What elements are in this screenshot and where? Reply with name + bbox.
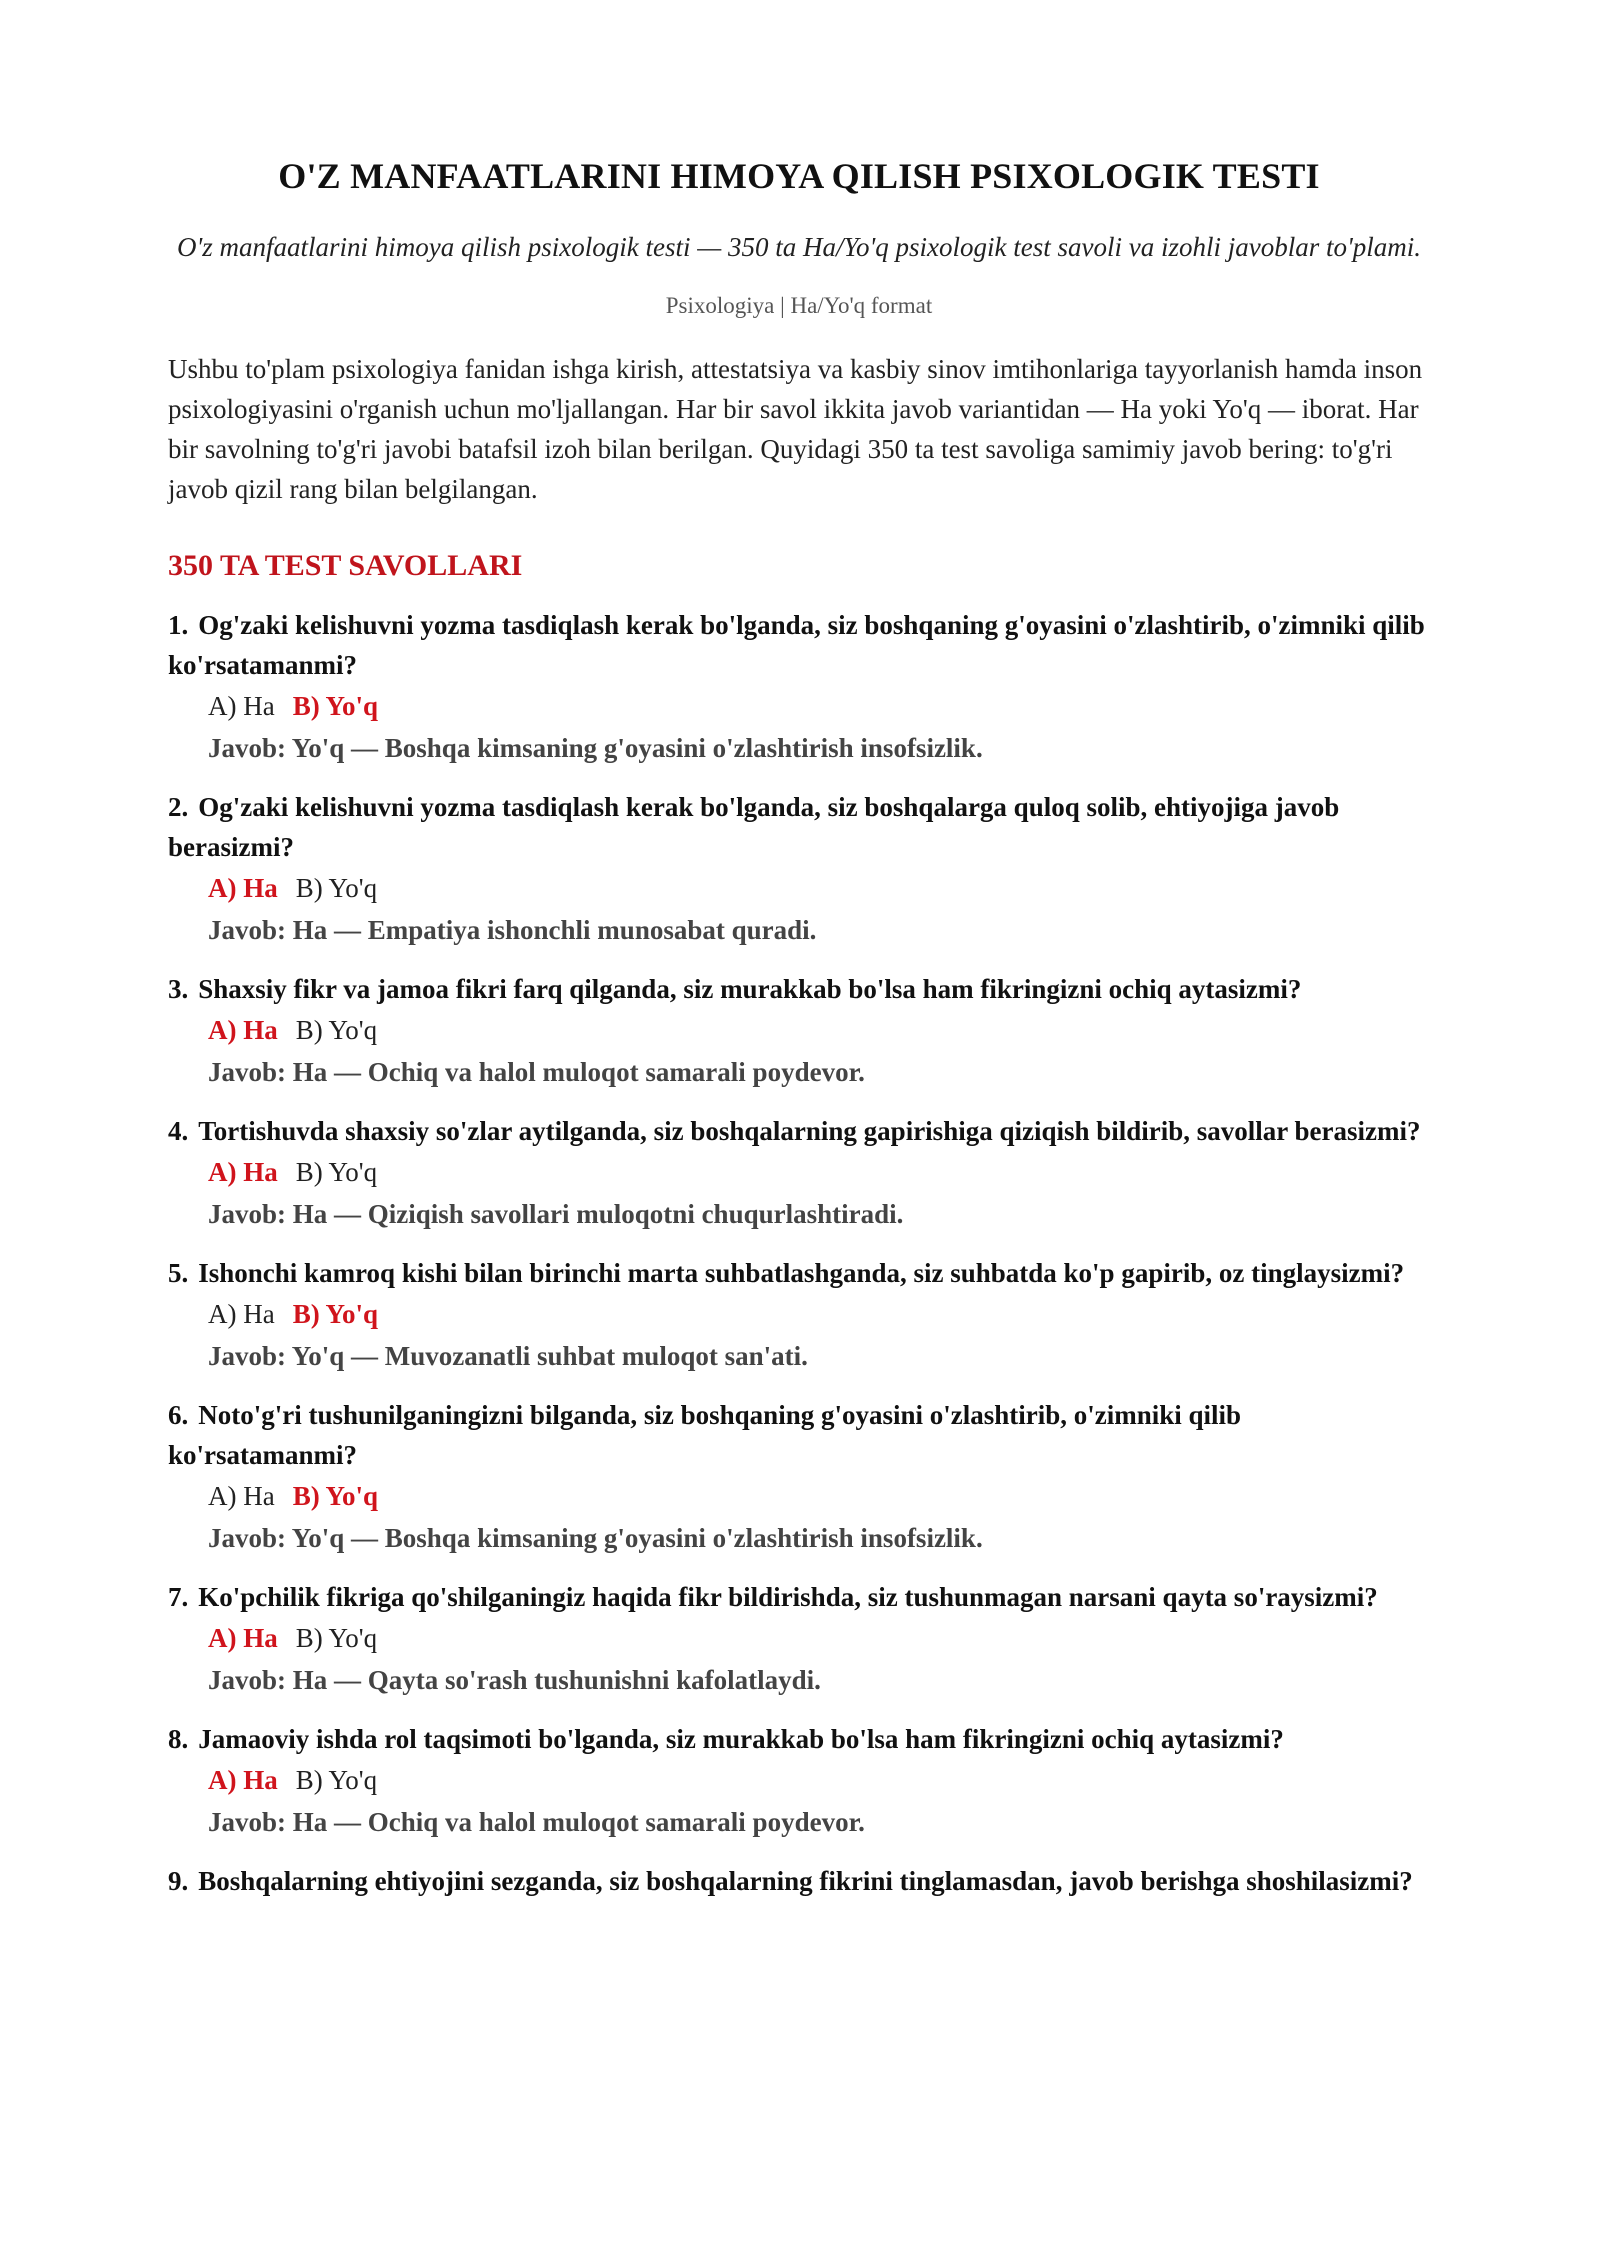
question-number: 4. xyxy=(168,1116,189,1146)
question-text xyxy=(168,1111,1430,1151)
option-a: A) Ha xyxy=(208,1481,275,1511)
question-item xyxy=(168,1111,1430,1235)
question-body: Tortishuvda shaxsiy so'zlar aytilganda, siz boshqalarning gapirishiga qiziqish bildirib, savollar berasizmi? xyxy=(198,1116,1421,1146)
question-item xyxy=(168,1861,1430,1901)
option-a: A) Ha xyxy=(208,1299,275,1329)
answer-explanation: Javob: Ha — Qayta so'rash tushunishni kafolatlaydi. xyxy=(208,1665,821,1695)
intro-paragraph: Ushbu to'plam psixologiya fanidan ishga kirish, attestatsiya va kasbiy sinov imtihonlariga tayyorlanish hamda inson psixologiyasini o'rganish uchun mo'ljallangan. Har bir savol ikkita javob variantidan — Ha yoki Yo'q — iborat. Har bir savolning to'g'ri javobi batafsil izoh bilan berilgan. Quyidagi 350 ta test savoliga samimiy javob bering: to'g'ri javob qizil rang bilan belgilangan. xyxy=(168,354,1423,504)
question-item xyxy=(168,787,1430,951)
answer-options xyxy=(168,1759,1430,1801)
option-b: B) Yo'q xyxy=(295,1157,378,1187)
answer-explanation: Javob: Yo'q — Muvozanatli suhbat muloqot san'ati. xyxy=(208,1341,808,1371)
document-title: O'Z MANFAATLARINI HIMOYA QILISH PSIXOLOGIK TESTI xyxy=(278,156,1320,196)
option-a: A) Ha xyxy=(208,691,275,721)
answer-options xyxy=(168,1293,1430,1335)
option-b: B) Yo'q xyxy=(295,1765,378,1795)
option-a: A) Ha xyxy=(208,1157,278,1187)
option-a: A) Ha xyxy=(208,1765,278,1795)
option-b: B) Yo'q xyxy=(292,1481,379,1511)
option-b: B) Yo'q xyxy=(292,1299,379,1329)
answer-explanation: Javob: Ha — Empatiya ishonchli munosabat quradi. xyxy=(208,915,817,945)
question-body: Boshqalarning ehtiyojini sezganda, siz boshqalarning fikrini tinglamasdan, javob berishga shoshilasizmi? xyxy=(198,1866,1413,1896)
option-b: B) Yo'q xyxy=(295,1623,378,1653)
question-list xyxy=(168,605,1430,1901)
answer-options xyxy=(168,1617,1430,1659)
question-number: 5. xyxy=(168,1258,189,1288)
question-text xyxy=(168,1253,1430,1293)
document-subtitle: O'z manfaatlarini himoya qilish psixologik testi — 350 ta Ha/Yo'q psixologik test savoli va izohli javoblar to'plami. xyxy=(176,232,1422,262)
question-text xyxy=(168,1861,1430,1901)
option-a: A) Ha xyxy=(208,1015,278,1045)
answer-explanation: Javob: Yo'q — Boshqa kimsaning g'oyasini o'zlashtirish insofsizlik. xyxy=(208,1523,983,1553)
answer-explanation: Javob: Yo'q — Boshqa kimsaning g'oyasini o'zlashtirish insofsizlik. xyxy=(208,733,983,763)
question-body: Ko'pchilik fikriga qo'shilganingiz haqida fikr bildirishda, siz tushunmagan narsani qayta so'raysizmi? xyxy=(198,1582,1378,1612)
section-heading: 350 TA TEST SAVOLLARI xyxy=(168,549,523,582)
question-text xyxy=(168,787,1430,867)
question-text xyxy=(168,1395,1430,1475)
question-body: Og'zaki kelishuvni yozma tasdiqlash kerak bo'lganda, siz boshqaning g'oyasini o'zlashtirib, o'zimniki qilib ko'rsatamanmi? xyxy=(168,610,1425,680)
question-text xyxy=(168,969,1430,1009)
answer-explanation: Javob: Ha — Ochiq va halol muloqot samarali poydevor. xyxy=(208,1807,865,1837)
option-a: A) Ha xyxy=(208,1623,278,1653)
option-b: B) Yo'q xyxy=(295,873,378,903)
question-item xyxy=(168,605,1430,769)
option-b: B) Yo'q xyxy=(295,1015,378,1045)
question-body: Shaxsiy fikr va jamoa fikri farq qilganda, siz murakkab bo'lsa ham fikringizni ochiq aytasizmi? xyxy=(198,974,1302,1004)
question-text xyxy=(168,1719,1430,1759)
answer-options xyxy=(168,1009,1430,1051)
answer-explanation: Javob: Ha — Ochiq va halol muloqot samarali poydevor. xyxy=(208,1057,865,1087)
question-item xyxy=(168,1395,1430,1559)
question-body: Ishonchi kamroq kishi bilan birinchi marta suhbatlashganda, siz suhbatda ko'p gapirib, oz tinglaysizmi? xyxy=(198,1258,1405,1288)
question-body: Og'zaki kelishuvni yozma tasdiqlash kerak bo'lganda, siz boshqalarga quloq solib, ehtiyojiga javob berasizmi? xyxy=(168,792,1340,862)
option-a: A) Ha xyxy=(208,873,278,903)
question-number: 2. xyxy=(168,792,189,822)
question-number: 3. xyxy=(168,974,189,1004)
question-body: Jamaoviy ishda rol taqsimoti bo'lganda, siz murakkab bo'lsa ham fikringizni ochiq aytasizmi? xyxy=(198,1724,1284,1754)
answer-explanation: Javob: Ha — Qiziqish savollari muloqotni chuqurlashtiradi. xyxy=(208,1199,904,1229)
question-item xyxy=(168,1577,1430,1701)
question-number: 6. xyxy=(168,1400,189,1430)
answer-options xyxy=(168,685,1430,727)
question-item xyxy=(168,969,1430,1093)
answer-options xyxy=(168,1475,1430,1517)
question-body: Noto'g'ri tushunilganingizni bilganda, siz boshqaning g'oyasini o'zlashtirib, o'zimniki qilib ko'rsatamanmi? xyxy=(168,1400,1242,1470)
document-page xyxy=(168,0,1430,1919)
question-item xyxy=(168,1253,1430,1377)
document-meta: Psixologiya | Ha/Yo'q format xyxy=(665,293,933,318)
answer-options xyxy=(168,867,1430,909)
question-number: 8. xyxy=(168,1724,189,1754)
question-text xyxy=(168,1577,1430,1617)
question-number: 1. xyxy=(168,610,189,640)
option-b: B) Yo'q xyxy=(292,691,379,721)
answer-options xyxy=(168,1151,1430,1193)
question-text xyxy=(168,605,1430,685)
question-number: 9. xyxy=(168,1866,189,1896)
question-number: 7. xyxy=(168,1582,189,1612)
question-item xyxy=(168,1719,1430,1843)
